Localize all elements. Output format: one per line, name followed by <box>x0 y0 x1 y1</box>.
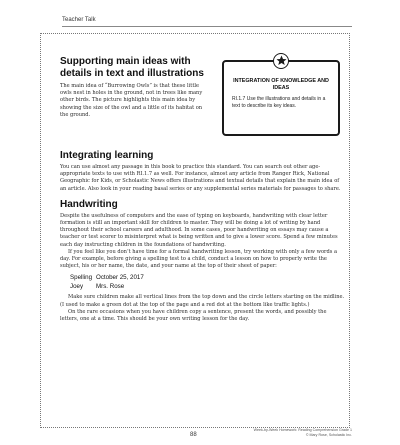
section-integrating <box>60 150 345 193</box>
star-badge-icon <box>273 53 289 69</box>
section-paragraph: You can use almost any passage in this book to practice this standard. You can search out other age-appropriate texts to use with RI.1.7 as well. For instance, almost any article from Ranger Rick, National Geographic for Kids, or Scholastic News offers illustrations and textual details that explain the main idea of an article. Also look in your reading basal series or any supplemental series materials for passages to share. <box>60 164 341 192</box>
page-number: 88 <box>190 432 197 438</box>
section-paragraph: Despite the usefulness of computers and the ease of typing on keyboards, handwriting with clear letter formation is still an important skill for children to master. They will be doing a lot of writing by hand throughout their school careers and adulthood. In some cases, poor handwriting on essays may cause a teacher or test scorer to misinterpret what is being written and to give a lower score. Spend a few minutes each day instructing children in the foundations of handwriting. <box>60 212 338 248</box>
example-left: Spelling <box>70 274 93 282</box>
example-row <box>70 273 345 282</box>
section-paragraph: If you feel like you don’t have time for a formal handwriting lesson, try working with only a few words a day. For example, before giving a spelling test to a child, conduct a lesson on how to properly write the subject, his or her name, the date, and your name at the top of their sheet of paper: <box>60 248 338 270</box>
section-title: Integrating learning <box>60 150 154 161</box>
callout-title: INTEGRATION OF KNOWLEDGE AND IDEAS <box>233 78 329 91</box>
standard-callout <box>222 60 340 136</box>
section-title: Handwriting <box>60 198 118 210</box>
intro-title: Supporting main ideas with details in text and illustrations <box>60 56 204 79</box>
intro-paragraph: The main idea of “Burrowing Owls” is that these little owls nest in holes in the ground, not in trees like many other birds. The picture highlights this main idea by showing the size of the owl and a little of its habitat on the ground. <box>60 83 203 118</box>
intro-block <box>60 56 345 144</box>
section-paragraph: Make sure children make all vertical lines from the top down and the circle letters starting on the midline. (I used to make a green dot at the top of the page and a red dot at the bottom like traffic lights.) <box>60 294 345 308</box>
footer-credit-line: © Mary Rose, Scholastic Inc. <box>305 433 352 437</box>
header-label: Teacher Talk <box>62 17 96 23</box>
callout-text: RI.1.7 Use the illustrations and details in a text to describe its key ideas. <box>232 96 326 109</box>
handwriting-example <box>70 273 345 291</box>
header-rule <box>62 26 352 27</box>
example-left: Joey <box>70 283 84 291</box>
footer-credit <box>254 428 352 438</box>
main-content <box>60 56 345 323</box>
example-right: October 25, 2017 <box>96 274 144 282</box>
section-handwriting <box>60 199 345 323</box>
example-right: Mrs. Rose <box>96 283 125 291</box>
example-row <box>70 282 345 291</box>
section-paragraph: On the rare occasions when you have children copy a sentence, present the words, and possibly the letters, one at a time. This should be your own writing lesson for the day. <box>60 308 327 323</box>
footer-credit-line: Week-by-Week Homework: Reading Comprehension Grade 1 <box>253 428 352 432</box>
intro-column <box>60 56 210 119</box>
